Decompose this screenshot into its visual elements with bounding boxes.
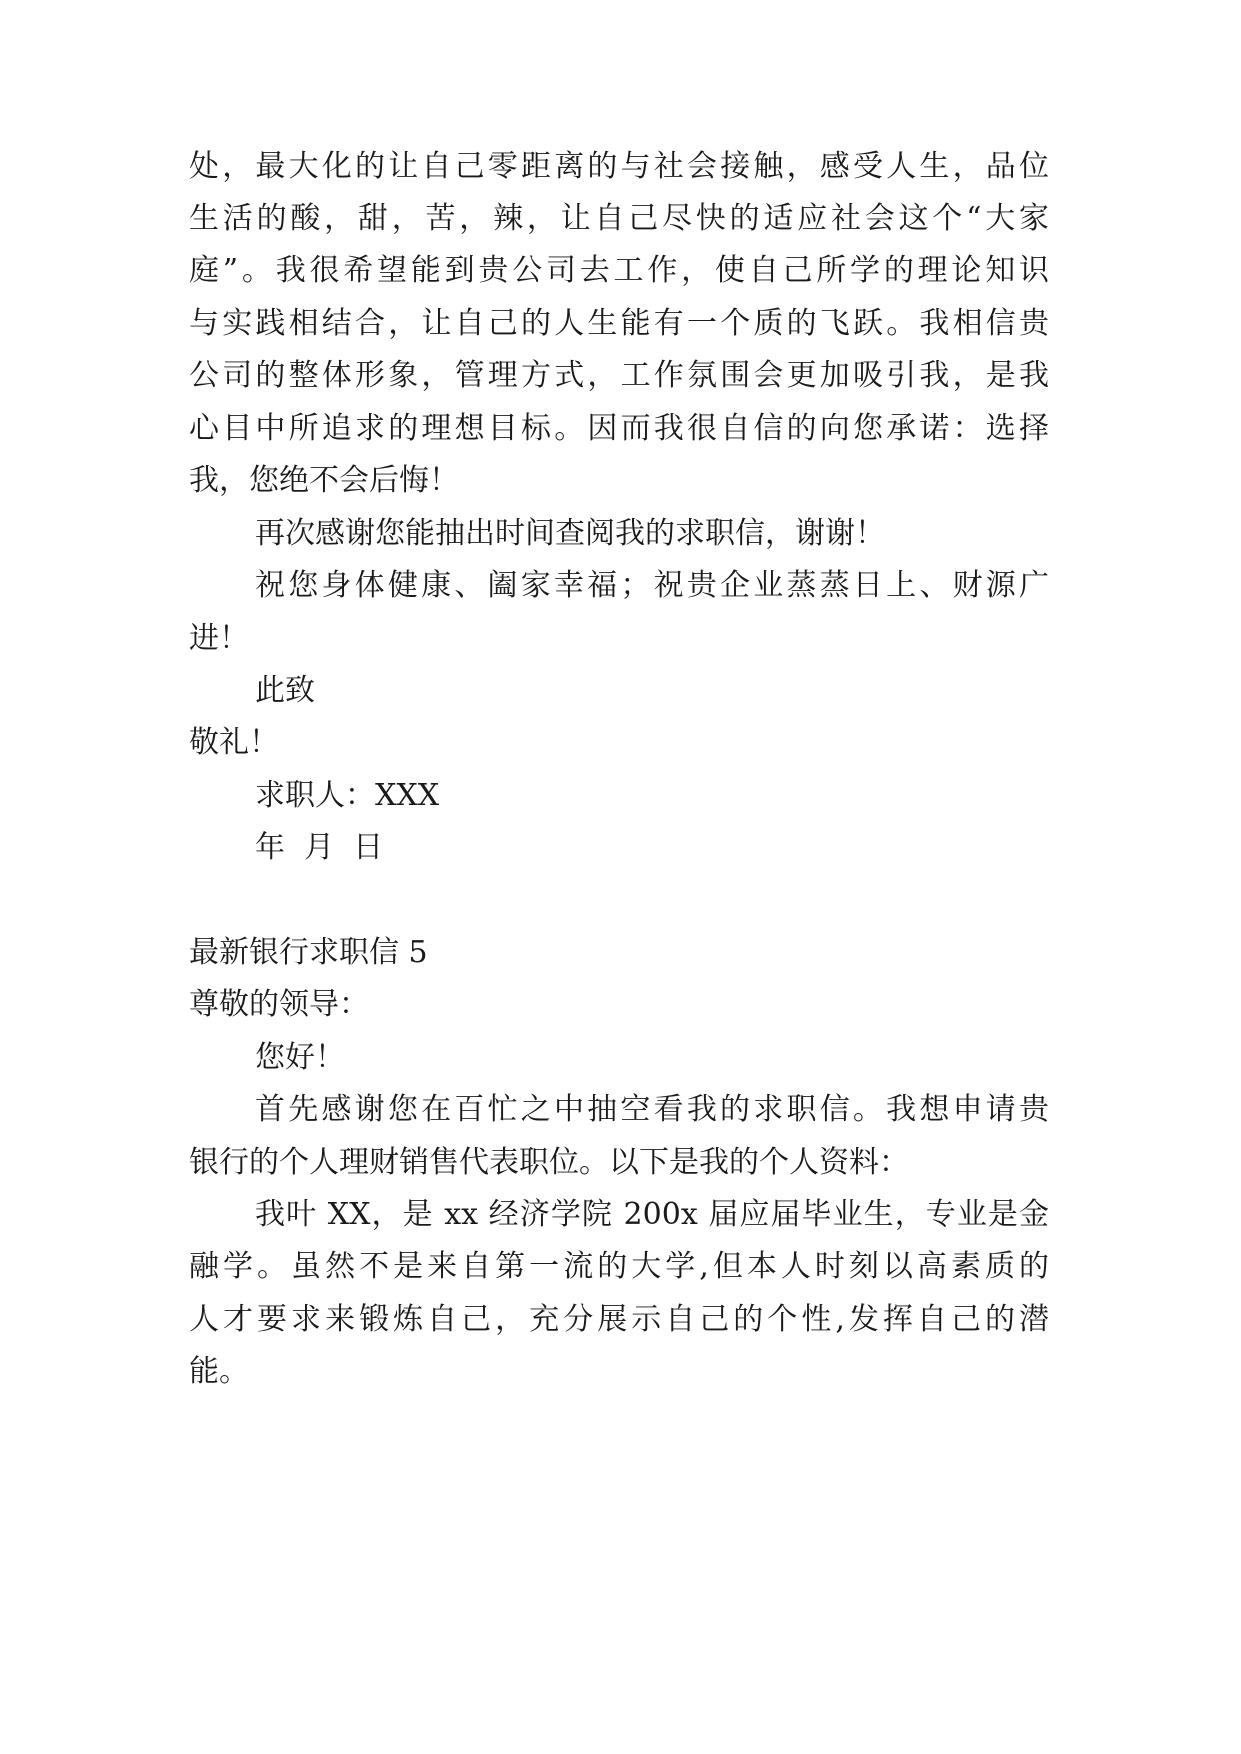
text-line: 融学。虽然不是来自第一流的大学,但本人时刻以高素质的 [189, 1249, 1049, 1284]
signature-line: 求职人：XXX [255, 778, 440, 813]
text-line: 我，您绝不会后悔！ [189, 463, 459, 498]
text-line: 银行的个人理财销售代表职位。以下是我的个人资料： [189, 1145, 909, 1180]
closing-line: 此致 [255, 673, 315, 708]
date-line: 年 月 日 [255, 830, 384, 865]
salute-line: 敬礼！ [189, 725, 279, 760]
text-line: 能。 [189, 1354, 249, 1389]
text-line: 首先感谢您在百忙之中抽空看我的求职信。我想申请贵 [255, 1092, 1049, 1127]
text-line: 公司的整体形象，管理方式，工作氛围会更加吸引我，是我 [189, 358, 1049, 393]
hello-line: 您好！ [255, 1040, 345, 1075]
section-title: 最新银行求职信 5 [189, 935, 428, 970]
text-line: 心目中所追求的理想目标。因而我很自信的向您承诺：选择 [189, 411, 1049, 446]
text-line: 庭”。我很希望能到贵公司去工作，使自己所学的理论知识 [189, 253, 1049, 288]
thanks-line: 再次感谢您能抽出时间查阅我的求职信，谢谢！ [255, 516, 885, 551]
greeting-line: 尊敬的领导： [189, 987, 369, 1022]
text-line: 生活的酸，甜，苦，辣，让自己尽快的适应社会这个“大家 [189, 201, 1049, 236]
text-line: 与实践相结合，让自己的人生能有一个质的飞跃。我相信贵 [189, 306, 1049, 341]
text-line: 人才要求来锻炼自己，充分展示自己的个性,发挥自己的潜 [189, 1302, 1049, 1337]
text-line: 处，最大化的让自己零距离的与社会接触，感受人生，品位 [189, 149, 1049, 184]
wishes-line: 祝您身体健康、阖家幸福；祝贵企业蒸蒸日上、财源广 [255, 568, 1049, 603]
text-line: 我叶 XX，是 xx 经济学院 200x 届应届毕业生，专业是金 [255, 1197, 1049, 1232]
wishes-line: 进！ [189, 621, 249, 656]
